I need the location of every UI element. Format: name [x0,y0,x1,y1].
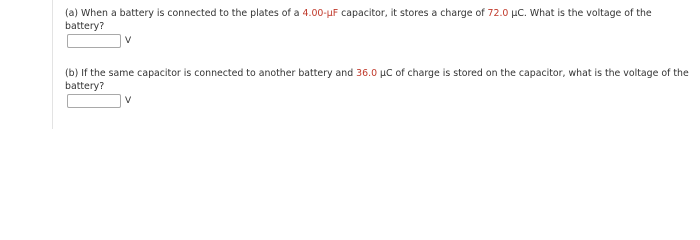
part-a-text-3: μC. What is the voltage of the battery? [65,8,652,32]
part-b-text-1: (b) If the same capacitor is connected to another battery and [65,68,357,79]
question-panel [52,0,700,129]
part-a-text-1: (a) When a battery is connected to the plates of a [65,8,303,19]
part-a-charge-value: 72.0 [487,8,509,19]
part-a-capacitance-value: 4.00-μF [302,8,339,19]
part-b-answer-row [67,94,131,108]
part-b-charge-value: 36.0 [356,68,378,79]
question-part-b [65,67,693,93]
part-a-answer-input[interactable] [67,34,121,48]
part-b-text-2: μC of charge is stored on the capacitor, what is the voltage of the battery? [65,68,689,92]
part-b-answer-input[interactable] [67,94,121,108]
part-a-text-2: capacitor, it stores a charge of [338,8,488,19]
question-part-a [65,7,693,33]
part-a-unit-label: V [125,36,132,46]
part-b-unit-label: V [125,96,132,106]
part-a-answer-row [67,34,131,48]
